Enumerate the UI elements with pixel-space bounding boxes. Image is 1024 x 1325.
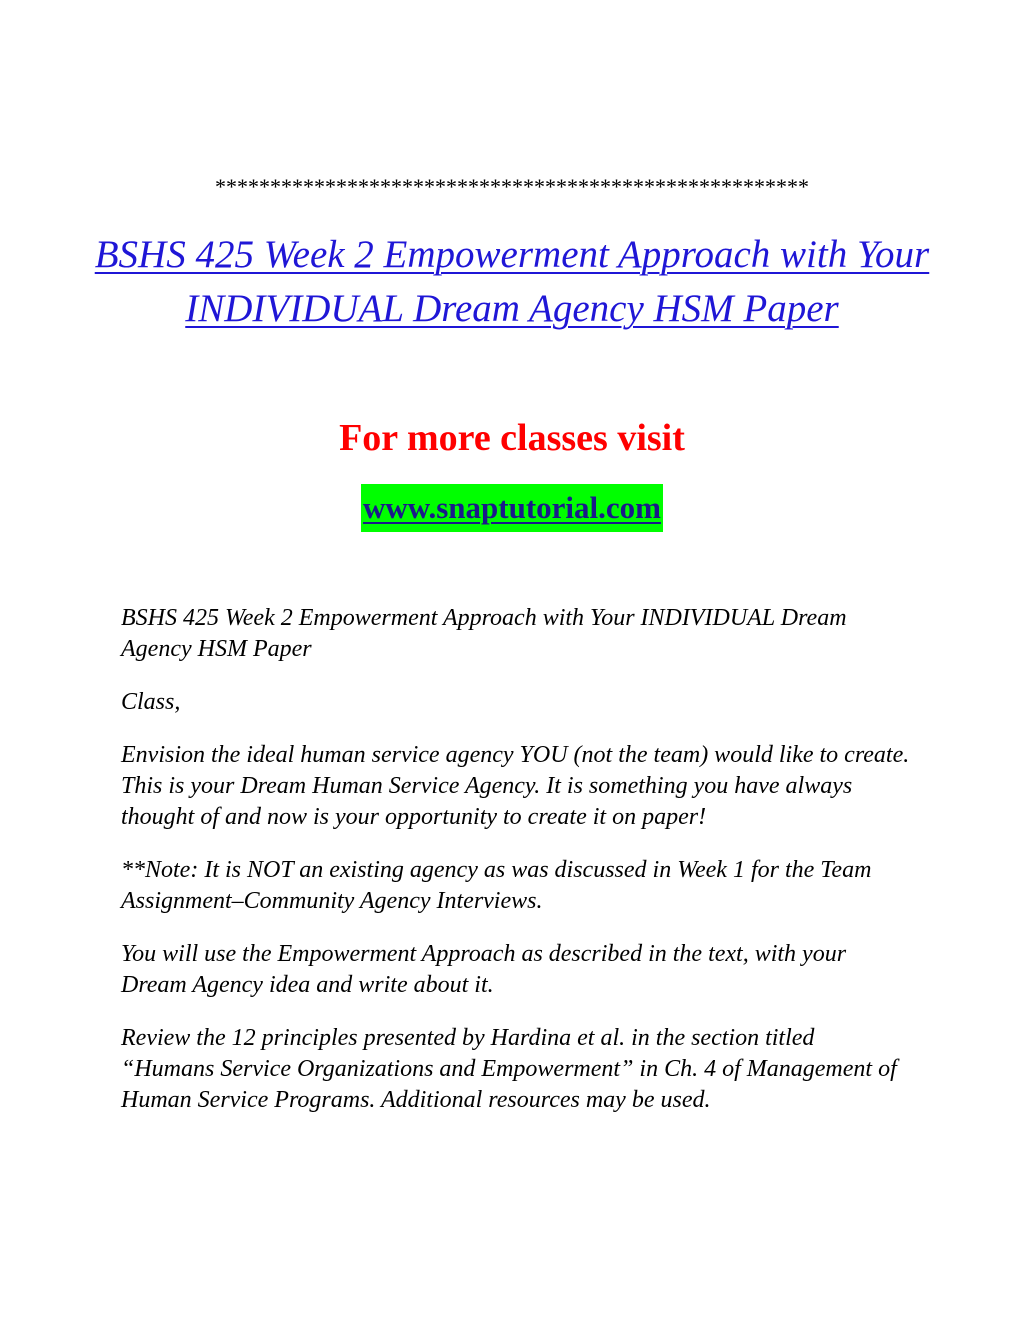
- title-link[interactable]: BSHS 425 Week 2 Empowerment Approach with Your INDIVIDUAL Dream Agency HSM Paper: [94, 233, 930, 330]
- site-link[interactable]: www.snaptutorial.com: [361, 484, 663, 532]
- body-content: [121, 603, 911, 1138]
- paragraph-review: Review the 12 principles presented by Hardina et al. in the section titled “Humans Service Organizations and Empowerment” in Ch. 4 of Management of Human Service Programs. Additional resources may be used.: [121, 1025, 897, 1113]
- site-link-container: [0, 484, 1024, 532]
- separator-stars: ******************************************************: [215, 174, 809, 199]
- body-heading: BSHS 425 Week 2 Empowerment Approach with Your INDIVIDUAL Dream Agency HSM Paper: [121, 605, 847, 662]
- salutation: Class,: [121, 689, 181, 715]
- paragraph-note: **Note: It is NOT an existing agency as was discussed in Week 1 for the Team Assignment–Community Agency Interviews.: [121, 857, 872, 914]
- promo-text: For more classes visit: [339, 417, 685, 459]
- paragraph-envision: Envision the ideal human service agency YOU (not the team) would like to create. This is your Dream Human Service Agency. It is something you have always thought of and now is your opportunity to create it on paper!: [121, 742, 910, 830]
- paragraph-empowerment: You will use the Empowerment Approach as described in the text, with your Dream Agency idea and write about it.: [121, 941, 847, 998]
